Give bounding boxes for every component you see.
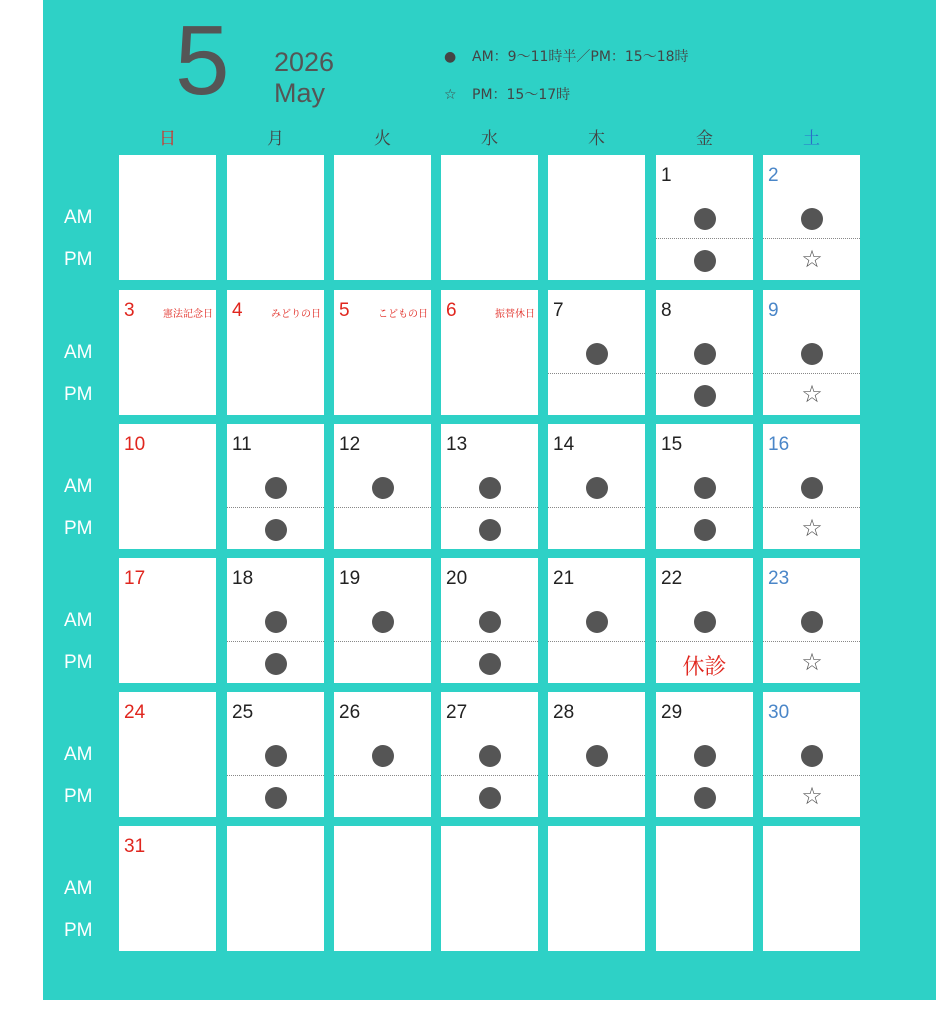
- am-pm-divider: [763, 373, 860, 374]
- day-number: 5: [339, 300, 350, 321]
- weekday-header: 火: [374, 129, 391, 149]
- am-row-label: AM: [64, 207, 93, 228]
- pm-short-hours-star-icon: ☆: [801, 782, 823, 810]
- day-cell: [763, 155, 860, 280]
- day-number: 22: [661, 568, 683, 589]
- holiday-name: みどりの日: [271, 309, 321, 320]
- am-pm-divider: [334, 641, 431, 642]
- day-number: 25: [232, 702, 254, 723]
- day-number: 9: [768, 300, 779, 321]
- day-number: 17: [124, 568, 146, 589]
- am-pm-divider: [548, 373, 645, 374]
- pm-row-label: PM: [64, 384, 93, 405]
- pm-short-hours-star-icon: ☆: [801, 245, 823, 273]
- holiday-name: 憲法記念日: [163, 309, 213, 320]
- am-pm-divider: [763, 507, 860, 508]
- day-number: 3: [124, 300, 135, 321]
- am-open-dot-icon: [694, 745, 716, 767]
- day-cell: [548, 558, 645, 683]
- day-number: 15: [661, 434, 683, 455]
- pm-open-dot-icon: [694, 519, 716, 541]
- day-number: 2: [768, 165, 779, 186]
- day-number: 11: [232, 434, 252, 455]
- am-open-dot-icon: [801, 745, 823, 767]
- am-open-dot-icon: [265, 611, 287, 633]
- pm-open-dot-icon: [694, 787, 716, 809]
- am-open-dot-icon: [372, 611, 394, 633]
- legend-text: PM：15～17時: [472, 87, 571, 103]
- am-open-dot-icon: [479, 477, 501, 499]
- day-cell: [334, 424, 431, 549]
- day-number: 29: [661, 702, 683, 723]
- am-pm-divider: [656, 775, 753, 776]
- empty-day-cell: [441, 826, 538, 951]
- day-cell: [441, 424, 538, 549]
- am-pm-divider: [763, 775, 860, 776]
- day-number: 13: [446, 434, 468, 455]
- pm-open-dot-icon: [265, 519, 287, 541]
- am-row-label: AM: [64, 476, 93, 497]
- legend-item-dot: [444, 46, 689, 66]
- pm-open-dot-icon: [479, 653, 501, 675]
- am-row-label: AM: [64, 744, 93, 765]
- day-number: 7: [553, 300, 564, 321]
- pm-open-dot-icon: [265, 787, 287, 809]
- day-number: 27: [446, 702, 468, 723]
- am-pm-divider: [227, 507, 324, 508]
- day-number: 28: [553, 702, 575, 723]
- pm-open-dot-icon: [694, 250, 716, 272]
- pm-short-hours-star-icon: ☆: [801, 514, 823, 542]
- empty-day-cell: [548, 155, 645, 280]
- am-open-dot-icon: [586, 611, 608, 633]
- am-open-dot-icon: [801, 477, 823, 499]
- am-pm-divider: [763, 238, 860, 239]
- day-number: 14: [553, 434, 575, 455]
- weekday-header: 金: [696, 129, 713, 149]
- empty-day-cell: [548, 826, 645, 951]
- day-cell: [441, 692, 538, 817]
- day-cell: [227, 558, 324, 683]
- day-cell: [119, 290, 216, 415]
- weekday-header: 月: [267, 129, 284, 149]
- star-icon: ☆: [444, 87, 457, 103]
- day-cell: [119, 424, 216, 549]
- legend-text: AM：9～11時半／PM：15～18時: [472, 49, 689, 65]
- am-pm-divider: [656, 641, 753, 642]
- day-number: 31: [124, 836, 146, 857]
- am-open-dot-icon: [372, 477, 394, 499]
- am-pm-divider: [334, 507, 431, 508]
- day-cell: [334, 290, 431, 415]
- empty-day-cell: [119, 155, 216, 280]
- pm-open-dot-icon: [265, 653, 287, 675]
- am-open-dot-icon: [586, 745, 608, 767]
- am-open-dot-icon: [694, 611, 716, 633]
- day-cell: [656, 558, 753, 683]
- day-number: 4: [232, 300, 243, 321]
- am-open-dot-icon: [586, 477, 608, 499]
- year-label: 2026: [274, 47, 335, 77]
- day-cell: [763, 558, 860, 683]
- am-pm-divider: [763, 641, 860, 642]
- empty-day-cell: [656, 826, 753, 951]
- am-open-dot-icon: [479, 745, 501, 767]
- pm-row-label: PM: [64, 518, 93, 539]
- day-cell: [763, 290, 860, 415]
- am-open-dot-icon: [694, 477, 716, 499]
- day-number: 16: [768, 434, 790, 455]
- pm-short-hours-star-icon: ☆: [801, 380, 823, 408]
- am-open-dot-icon: [694, 208, 716, 230]
- filled-circle-icon: ●: [444, 49, 457, 65]
- pm-open-dot-icon: [479, 519, 501, 541]
- day-number: 20: [446, 568, 468, 589]
- am-open-dot-icon: [801, 611, 823, 633]
- am-pm-divider: [548, 775, 645, 776]
- empty-day-cell: [334, 826, 431, 951]
- day-cell: [763, 692, 860, 817]
- am-pm-divider: [441, 507, 538, 508]
- day-cell: [441, 558, 538, 683]
- am-pm-divider: [656, 373, 753, 374]
- weekday-header: 日: [159, 129, 176, 149]
- pm-row-label: PM: [64, 249, 93, 270]
- empty-day-cell: [334, 155, 431, 280]
- day-number: 23: [768, 568, 790, 589]
- day-cell: [548, 290, 645, 415]
- am-row-label: AM: [64, 342, 93, 363]
- day-number: 30: [768, 702, 790, 723]
- am-pm-divider: [441, 641, 538, 642]
- day-number: 1: [661, 165, 672, 186]
- pm-short-hours-star-icon: ☆: [801, 648, 823, 676]
- day-cell: [119, 692, 216, 817]
- am-row-label: AM: [64, 878, 93, 899]
- day-cell: [548, 424, 645, 549]
- day-number: 19: [339, 568, 361, 589]
- pm-row-label: PM: [64, 786, 93, 807]
- day-cell: [548, 692, 645, 817]
- am-pm-divider: [548, 507, 645, 508]
- am-pm-divider: [334, 775, 431, 776]
- day-cell: [656, 424, 753, 549]
- pm-row-label: PM: [64, 920, 93, 941]
- am-pm-divider: [227, 641, 324, 642]
- am-row-label: AM: [64, 610, 93, 631]
- am-pm-divider: [656, 507, 753, 508]
- legend-item-star: [444, 84, 570, 104]
- am-open-dot-icon: [694, 343, 716, 365]
- pm-open-dot-icon: [479, 787, 501, 809]
- day-number: 8: [661, 300, 672, 321]
- am-open-dot-icon: [265, 745, 287, 767]
- month-name: May: [274, 78, 326, 108]
- day-cell: [119, 558, 216, 683]
- empty-day-cell: [227, 155, 324, 280]
- am-open-dot-icon: [479, 611, 501, 633]
- am-pm-divider: [441, 775, 538, 776]
- empty-day-cell: [763, 826, 860, 951]
- empty-day-cell: [441, 155, 538, 280]
- am-open-dot-icon: [372, 745, 394, 767]
- day-cell: [227, 424, 324, 549]
- day-cell: [763, 424, 860, 549]
- day-number: 18: [232, 568, 254, 589]
- am-pm-divider: [656, 238, 753, 239]
- day-number: 26: [339, 702, 361, 723]
- closed-label: 休診: [682, 655, 727, 680]
- day-cell: [656, 290, 753, 415]
- am-pm-divider: [227, 775, 324, 776]
- day-number: 12: [339, 434, 361, 455]
- am-open-dot-icon: [265, 477, 287, 499]
- pm-open-dot-icon: [694, 385, 716, 407]
- am-pm-divider: [548, 641, 645, 642]
- day-number: 10: [124, 434, 146, 455]
- weekday-header: 土: [803, 129, 820, 149]
- day-cell: [227, 692, 324, 817]
- am-open-dot-icon: [801, 208, 823, 230]
- day-cell: [119, 826, 216, 951]
- day-cell: [441, 290, 538, 415]
- am-open-dot-icon: [586, 343, 608, 365]
- pm-row-label: PM: [64, 652, 93, 673]
- month-number: 5: [175, 5, 230, 115]
- day-cell: [656, 692, 753, 817]
- day-number: 21: [553, 568, 575, 589]
- am-open-dot-icon: [801, 343, 823, 365]
- day-cell: [227, 290, 324, 415]
- weekday-header: 木: [588, 129, 605, 149]
- day-number: 24: [124, 702, 146, 723]
- day-cell: [656, 155, 753, 280]
- weekday-header: 水: [481, 129, 498, 149]
- day-cell: [334, 558, 431, 683]
- day-cell: [334, 692, 431, 817]
- holiday-name: 振替休日: [495, 309, 535, 320]
- empty-day-cell: [227, 826, 324, 951]
- holiday-name: こどもの日: [378, 309, 428, 320]
- day-number: 6: [446, 300, 457, 321]
